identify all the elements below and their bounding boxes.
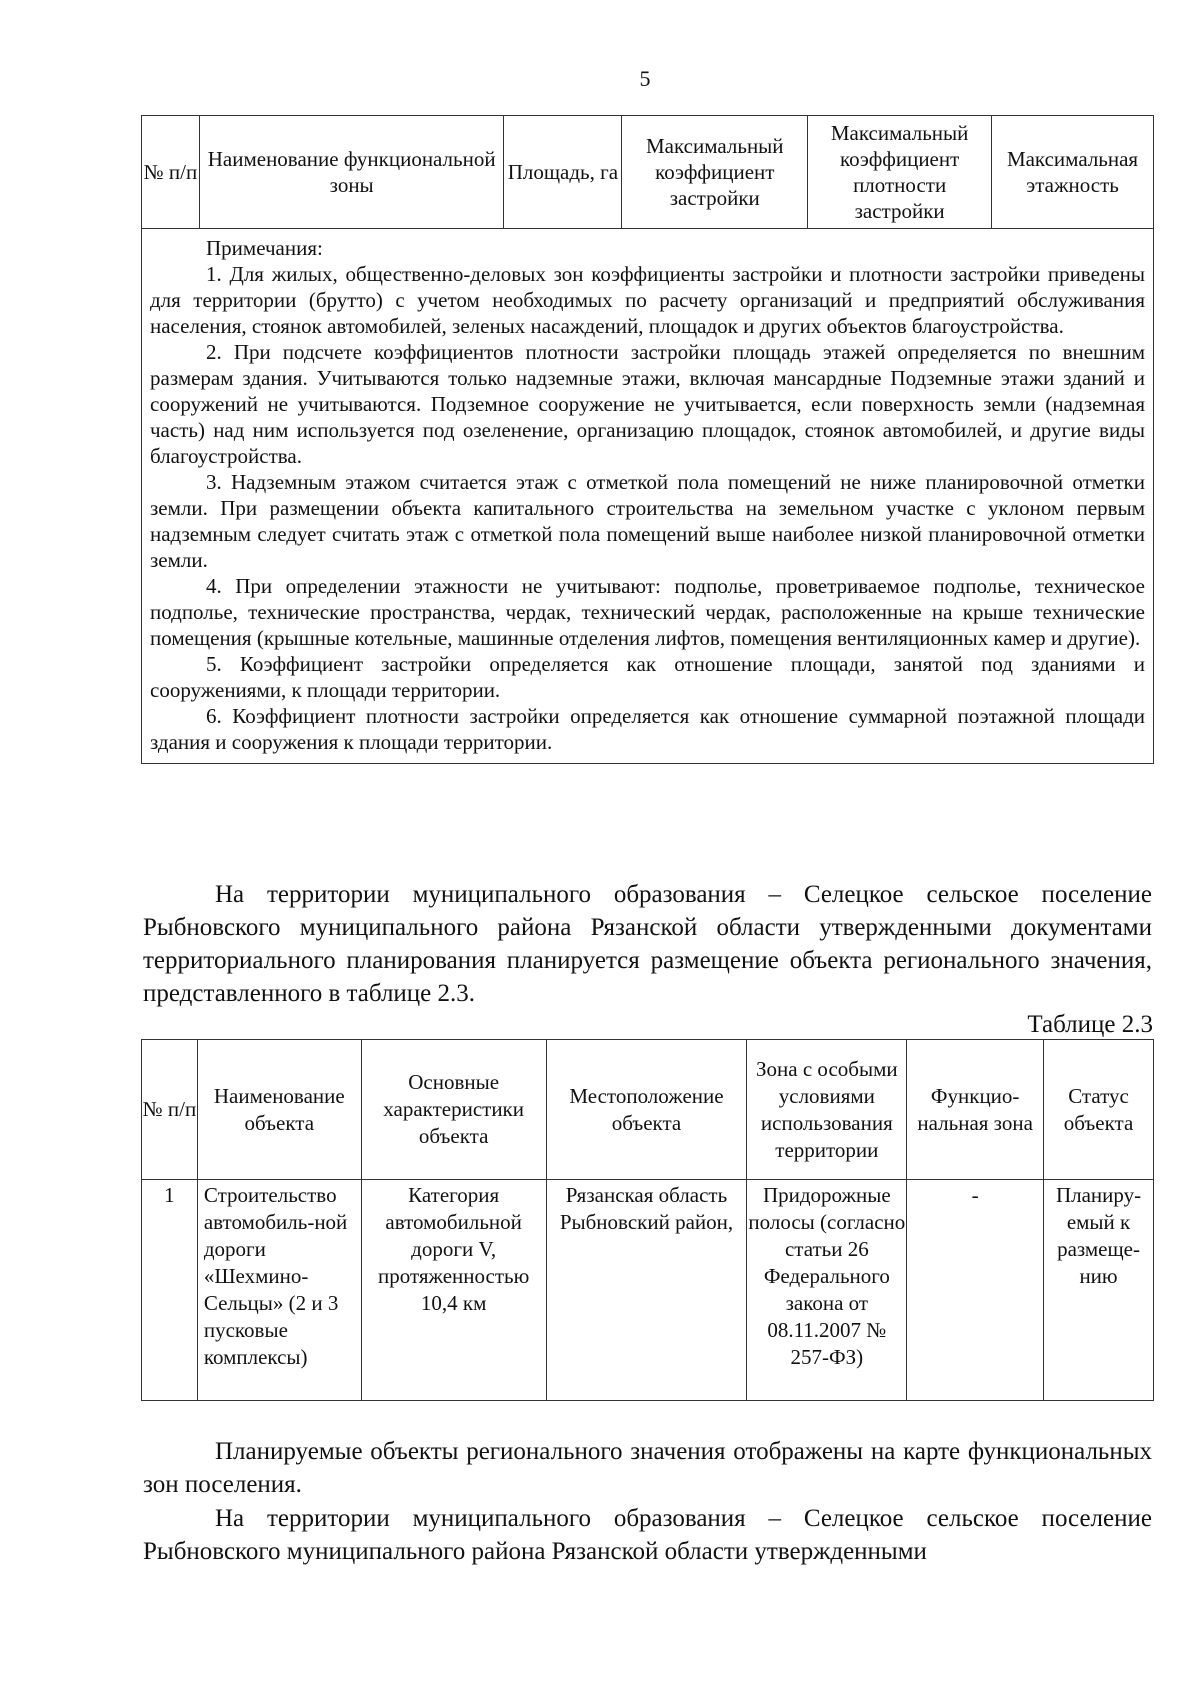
table-row xyxy=(142,1180,1154,1401)
cell-num: 1 xyxy=(142,1180,198,1401)
header-status: Статус объекта xyxy=(1044,1040,1154,1180)
body-paragraph: Планируемые объекты регионального значения отображены на карте функциональных зон поселения. xyxy=(143,1438,1152,1498)
table-caption: Таблице 2.3 xyxy=(1027,1011,1153,1038)
header-location: Местоположение объекта xyxy=(546,1040,747,1180)
note-item: 6. Коэффициент плотности застройки определяется как отношение суммарной поэтажной площади здания и сооружения к площади территории. xyxy=(150,704,1145,754)
header-max-floors: Максимальная этажность xyxy=(992,116,1154,229)
cell-special-zone: Придорожные полосы (согласно статьи 26 Федерального закона от 08.11.2007 № 257-ФЗ) xyxy=(747,1180,907,1401)
note-item: 3. Надземным этажом считается этаж с отметкой пола помещений не ниже планировочной отметки земли. При размещении объекта капитального строительства на земельном участке с уклоном первым надземным следует считать этаж с отметкой пола помещений выше наиболее низкой планировочной отметки земли. xyxy=(150,470,1145,572)
header-max-density: Максимальный коэффициент плотности застройки xyxy=(808,116,992,229)
body-paragraph: На территории муниципального образования – Селецкое сельское поселение Рыбновского муниципального района Рязанской области утвержденными xyxy=(143,1505,1152,1565)
cell-status: Планиру-емый к размеще-нию xyxy=(1044,1180,1154,1401)
objects-table xyxy=(141,1039,1154,1401)
header-num: № п/п xyxy=(142,116,200,229)
header-object-name: Наименование объекта xyxy=(197,1040,361,1180)
header-characteristics: Основные характеристики объекта xyxy=(361,1040,546,1180)
table-header-row xyxy=(142,1040,1154,1180)
header-area: Площадь, га xyxy=(504,116,622,229)
cell-characteristics: Категория автомобильной дороги V, протяженностью 10,4 км xyxy=(361,1180,546,1401)
cell-object-name: Строительство автомобиль-ной дороги «Шехмино-Сельцы» (2 и 3 пусковые комплексы) xyxy=(197,1180,361,1401)
cell-location: Рязанская область Рыбновский район, xyxy=(546,1180,747,1401)
notes-row xyxy=(142,229,1154,764)
note-item: 1. Для жилых, общественно-деловых зон коэффициенты застройки и плотности застройки приведены для территории (брутто) с учетом необходимых по расчету организаций и предприятий обслуживания населения, стоянок автомобилей, зеленых насаждений, площадок и других объектов благоустройства. xyxy=(150,262,1145,338)
note-item: 4. При определении этажности не учитывают: подполье, проветриваемое подполье, техническое подполье, технические пространства, чердак, технический чердак, расположенные на крыше технические помещения (крышные котельные, машинные отделения лифтов, помещения вентиляционных камер и другие). xyxy=(150,574,1145,650)
body-paragraph: На территории муниципального образования – Селецкое сельское поселение Рыбновского муниципального района Рязанской области утвержденными документами территориального планирования планируется размещение объекта регионального значения, представленного в таблице 2.3. xyxy=(143,881,1152,1007)
note-item: 5. Коэффициент застройки определяется как отношение площади, занятой под зданиями и сооружениями, к площади территории. xyxy=(150,652,1145,702)
header-num: № п/п xyxy=(142,1040,198,1180)
notes-cell xyxy=(142,229,1154,764)
page-number: 5 xyxy=(639,66,651,91)
header-special-zone: Зона с особыми условиями использования территории xyxy=(747,1040,907,1180)
cell-functional-zone: - xyxy=(907,1180,1044,1401)
header-zone-name: Наименование функциональной зоны xyxy=(199,116,504,229)
header-max-coverage: Максимальный коэффициент застройки xyxy=(622,116,808,229)
zones-table xyxy=(141,115,1154,764)
table-header-row xyxy=(142,116,1154,229)
note-item: 2. При подсчете коэффициентов плотности застройки площадь этажей определяется по внешним размерам здания. Учитываются только надземные этажи, включая мансардные Подземные этажи зданий и сооружений не учитываются. Подземное сооружение не учитывается, если поверхность земли (надземная часть) над ним используется под озеленение, организацию площадок, стоянок автомобилей, и другие виды благоустройства. xyxy=(150,340,1145,468)
header-functional-zone: Функцио-нальная зона xyxy=(907,1040,1044,1180)
notes-title: Примечания: xyxy=(206,236,323,260)
